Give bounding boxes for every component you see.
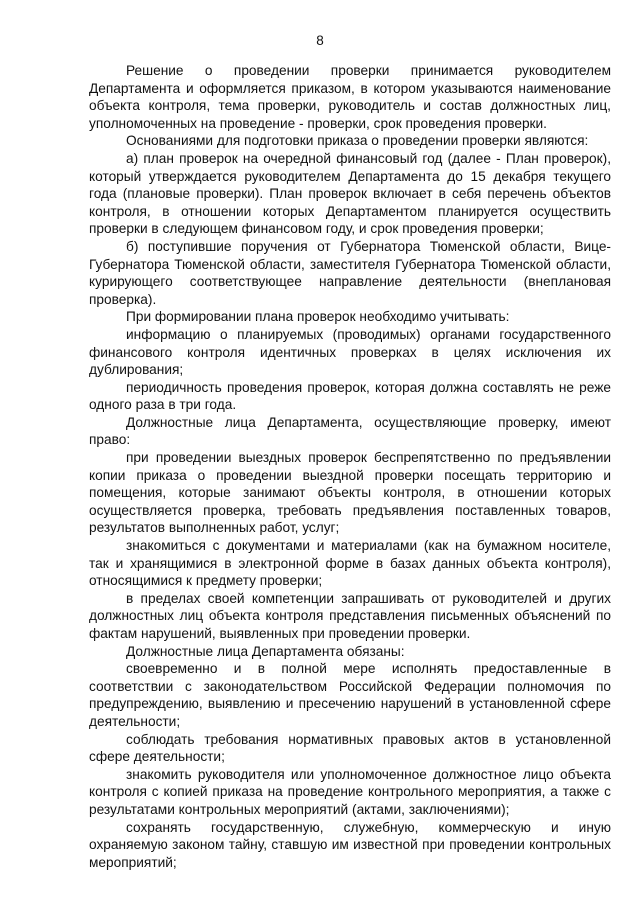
paragraph-officials-rights: Должностные лица Департамента, осуществляющие проверку, имеют право:: [89, 414, 611, 448]
paragraph-obligation-compliance: соблюдать требования нормативных правовых актов в установленной сфере деятельности;: [89, 731, 611, 765]
paragraph-right-site-access: при проведении выездных проверок беспрепятственно по предъявлении копии приказа о проведении выездной проверки посещать территорию и помещения, которые занимают объекты контроля, в отношении которых осуществляется проверка, требовать предъявления поставленных товаров, результатов выполненных работ, услуг;: [89, 450, 611, 536]
paragraph-right-documents: знакомиться с документами и материалами (как на бумажном носителе, так и хранящимися в электронной форме в базах данных объекта контроля), относящимися к предмету проверки;: [89, 538, 611, 589]
paragraph-obligation-secrecy: сохранять государственную, служебную, коммерческую и иную охраняемую законом тайну, ставшую им известной при проведении контрольных мероприятий;: [89, 819, 611, 870]
paragraph-order-grounds: Основаниями для подготовки приказа о проведении проверки являются:: [126, 133, 589, 149]
page-number: 8: [316, 33, 324, 48]
paragraph-ground-b-instructions: б) поступившие поручения от Губернатора Тюменской области, Вице-Губернатора Тюменской области, заместителя Губернатора Тюменской области, курирующего соответствующее направление деятельности (внеплановая проверка).: [89, 238, 611, 307]
paragraph-plan-considerations: При формировании плана проверок необходимо учитывать:: [126, 309, 510, 325]
paragraph-obligation-powers: своевременно и в полной мере исполнять предоставленные в соответствии с законодательством Российской Федерации полномочия по предупреждению, выявлению и пресечению нарушений в установленной сфере деятельности;: [89, 661, 611, 729]
paragraph-obligation-notify: знакомить руководителя или уполномоченное должностное лицо объекта контроля с копией приказа на проведение контрольного мероприятия, а также с результатами контрольных мероприятий (актами, заключениями);: [89, 766, 611, 817]
paragraph-planned-inspections-info: информацию о планируемых (проводимых) органами государственного финансового контроля идентичных проверках в целях исключения их дублирования;: [89, 326, 611, 378]
paragraph-right-explanations: в пределах своей компетенции запрашивать от руководителей и других должностных лиц объекта контроля представления письменных объяснений по фактам нарушений, выявленных при проведении проверки.: [89, 590, 611, 641]
document-body: [89, 62, 611, 871]
paragraph-ground-a-plan: а) план проверок на очередной финансовый год (далее - План проверок), который утверждается руководителем Департамента до 15 декабря текущего года (плановые проверки). План проверок включает в себя перечень объектов контроля, в отношении которых Департаментом планируется осуществить проверки в следующем финансовом году, и срок проведения проверки;: [89, 150, 611, 237]
paragraph-officials-obligations: Должностные лица Департамента обязаны:: [126, 643, 405, 659]
paragraph-inspection-frequency: периодичность проведения проверок, которая должна составлять не реже одного раза в три года.: [89, 379, 611, 413]
paragraph-inspection-decision: Решение о проведении проверки принимается руководителем Департамента и оформляется приказом, в котором указываются наименование объекта контроля, тема проверки, руководитель и состав должностных лиц, уполномоченных на проведение - проверки, срок проведения проверки.: [89, 63, 611, 131]
